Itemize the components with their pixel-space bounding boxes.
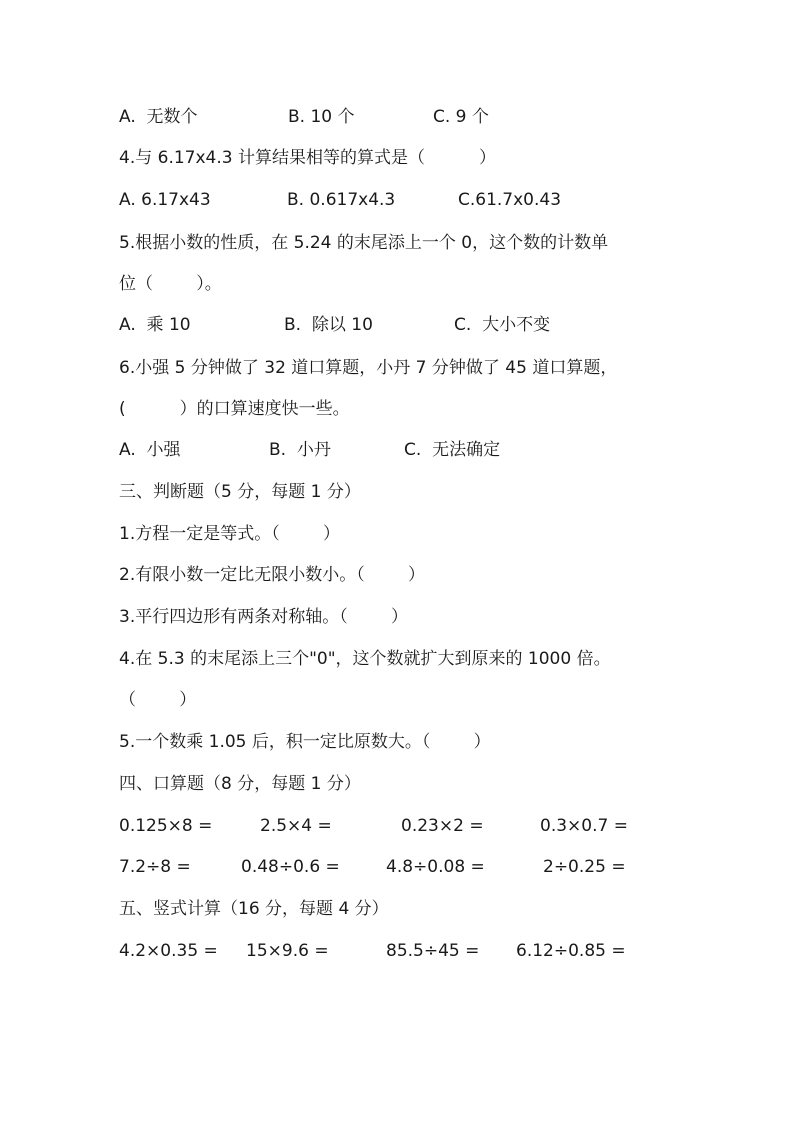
oral-calc-1: 0.125×8 = <box>119 816 213 836</box>
vertical-calc-4: 6.12÷0.85 = <box>516 941 626 961</box>
vertical-calc-3: 85.5÷45 = <box>386 941 480 961</box>
vertical-calc-2: 15×9.6 = <box>246 941 329 961</box>
q5-option-b: B. 除以 10 <box>284 315 373 335</box>
q4-option-a: A. 6.17x43 <box>119 190 211 210</box>
section3-item-2: 2.有限小数一定比无限小数小。（ ） <box>119 565 425 585</box>
q4-stem: 4.与 6.17x4.3 计算结果相等的算式是（ ） <box>119 148 497 168</box>
oral-calc-2: 2.5×4 = <box>260 816 332 836</box>
q4-option-c: C.61.7x0.43 <box>458 190 562 210</box>
q3-option-c: C. 9 个 <box>433 107 489 127</box>
q5-stem-line1: 5.根据小数的性质，在 5.24 的末尾添上一个 0，这个数的计数单 <box>119 233 609 253</box>
q6-stem-line2: ( ）的口算速度快一些。 <box>119 399 350 419</box>
section4-title: 四、口算题（8 分，每题 1 分） <box>119 774 361 794</box>
oral-calc-6: 0.48÷0.6 = <box>241 857 340 877</box>
q4-option-b: B. 0.617x4.3 <box>287 190 396 210</box>
oral-calc-8: 2÷0.25 = <box>543 857 626 877</box>
q6-option-c: C. 无法确定 <box>404 440 501 460</box>
oral-calc-7: 4.8÷0.08 = <box>386 857 485 877</box>
q5-option-a: A. 乘 10 <box>119 315 191 335</box>
q3-option-a: A. 无数个 <box>119 107 198 127</box>
oral-calc-5: 7.2÷8 = <box>119 857 191 877</box>
section3-item-3: 3.平行四边形有两条对称轴。（ ） <box>119 607 408 627</box>
q6-option-b: B. 小丹 <box>269 440 331 460</box>
section3-item-4-bracket: （ ） <box>119 690 197 710</box>
section3-item-1: 1.方程一定是等式。（ ） <box>119 524 340 544</box>
q6-stem-line1: 6.小强 5 分钟做了 32 道口算题，小丹 7 分钟做了 45 道口算题， <box>119 358 618 378</box>
q3-option-b: B. 10 个 <box>288 107 355 127</box>
section3-item-4: 4.在 5.3 的末尾添上三个"0"，这个数就扩大到原来的 1000 倍。 <box>119 649 611 669</box>
oral-calc-3: 0.23×2 = <box>401 816 484 836</box>
section3-title: 三、判断题（5 分，每题 1 分） <box>119 482 361 502</box>
vertical-calc-1: 4.2×0.35 = <box>119 941 218 961</box>
q5-option-c: C. 大小不变 <box>454 315 551 335</box>
section5-title: 五、竖式计算（16 分，每题 4 分） <box>119 899 389 919</box>
q6-option-a: A. 小强 <box>119 440 181 460</box>
oral-calc-4: 0.3×0.7 = <box>540 816 628 836</box>
q5-stem-line2: 位（ ）。 <box>119 274 222 294</box>
section3-item-5: 5.一个数乘 1.05 后，积一定比原数大。（ ） <box>119 732 491 752</box>
